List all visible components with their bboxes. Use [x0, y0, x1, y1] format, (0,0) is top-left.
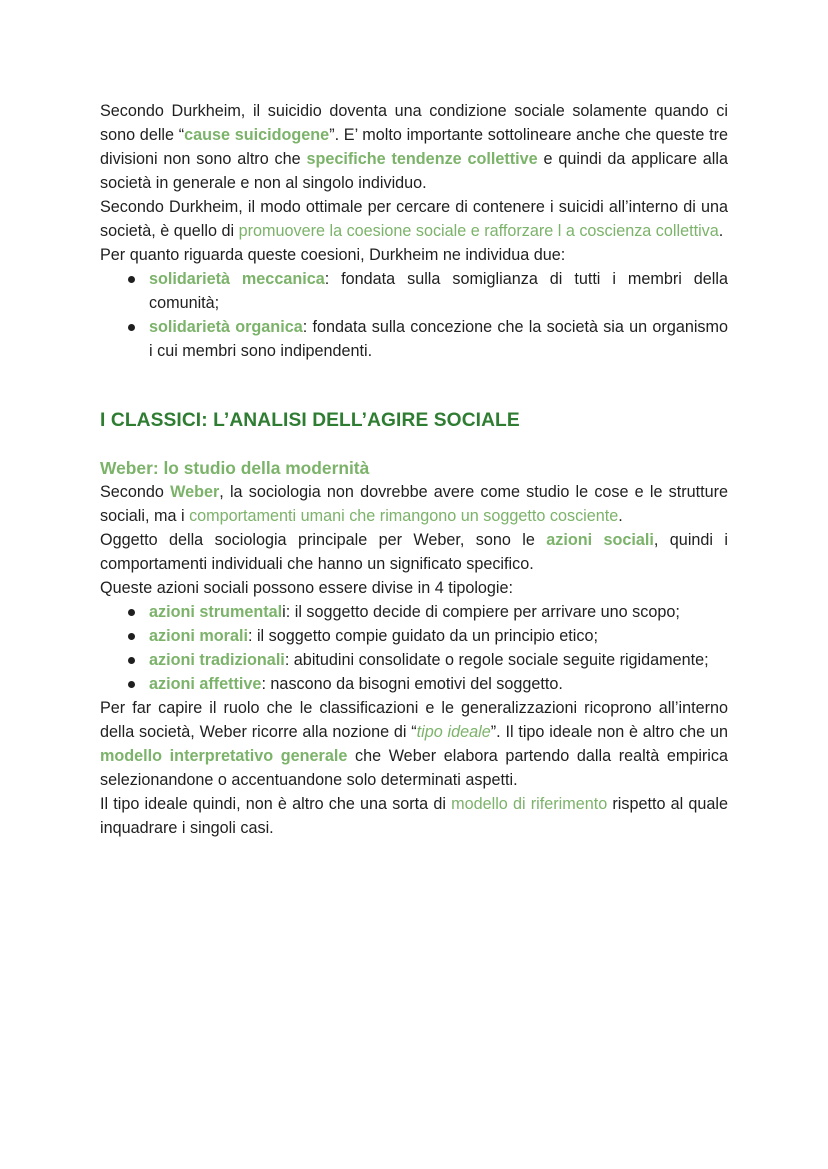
term-solidarieta-organica: solidarietà organica — [149, 318, 303, 336]
bullet-icon — [128, 276, 135, 283]
actions-list — [100, 600, 728, 696]
term-azioni-affettive: azioni affettive — [149, 675, 262, 693]
paragraph-coesione-sociale: Secondo Durkheim, il modo ottimale per cercare di contenere i suicidi all’interno di una società, è quello di promuovere la coesione sociale e rafforzare l a coscienza collettiva. — [100, 198, 728, 240]
paragraph-weber-intro: Secondo Weber, la sociologia non dovrebbe avere come studio le cose e le strutture sociali, ma i comportamenti umani che rimangono un soggetto cosciente. — [100, 483, 729, 525]
highlight-promuovere-coesione: promuovere la coesione sociale e rafforzare l a coscienza collettiva — [238, 222, 719, 240]
highlight-specifiche-tendenze: specifiche tendenze collettive — [306, 150, 538, 168]
list-item: azioni morali: il soggetto compie guidato da un principio etico; — [100, 624, 728, 648]
subsection-heading: Weber: lo studio della modernità — [100, 458, 370, 478]
list-item: solidarietà organica: fondata sulla concezione che la società sia un organismo i cui membri sono indipendenti. — [100, 315, 728, 363]
list-item: azioni tradizionali: abitudini consolidate o regole sociale seguite rigidamente; — [100, 648, 728, 672]
paragraph-modello-riferimento: Il tipo ideale quindi, non è altro che una sorta di modello di riferimento rispetto al quale inquadrare i singoli casi. — [100, 795, 729, 837]
bullet-icon — [128, 633, 135, 640]
term-solidarieta-meccanica: solidarietà meccanica — [149, 270, 325, 288]
list-item: azioni strumentali: il soggetto decide di compiere per arrivare uno scopo; — [100, 600, 728, 624]
bullet-icon — [128, 657, 135, 664]
term-azioni-morali: azioni morali — [149, 627, 248, 645]
highlight-weber: Weber — [170, 483, 220, 501]
bullet-icon — [128, 681, 135, 688]
bullet-icon — [128, 324, 135, 331]
section-heading: I CLASSICI: L’ANALISI DELL’AGIRE SOCIALE — [100, 410, 520, 431]
solidarity-list — [100, 267, 728, 363]
term-azioni-tradizionali: azioni tradizionali — [149, 651, 285, 669]
paragraph-coesioni-intro: Per quanto riguarda queste coesioni, Durkheim ne individua due: — [100, 246, 566, 264]
paragraph-tipologie-intro: Queste azioni sociali possono essere divise in 4 tipologie: — [100, 579, 514, 597]
term-azioni-strumentali: azioni strumental — [149, 603, 283, 621]
highlight-modello-riferimento: modello di riferimento — [451, 795, 608, 813]
list-item: azioni affettive: nascono da bisogni emotivi del soggetto. — [100, 672, 728, 696]
paragraph-cause-suicidogene: Secondo Durkheim, il suicidio doventa una condizione sociale solamente quando ci sono delle “cause suicidogene”. E’ molto importante sottolineare anche che queste tre divisioni non sono altro che specifiche tendenze collettive e quindi da applicare alla società in generale e non al singolo individuo. — [100, 102, 728, 192]
highlight-modello-interpretativo: modello interpretativo generale — [100, 747, 348, 765]
highlight-azioni-sociali: azioni sociali — [546, 531, 654, 549]
document-body — [100, 99, 728, 840]
bullet-icon — [128, 609, 135, 616]
highlight-tipo-ideale: tipo ideale — [416, 723, 491, 741]
paragraph-tipo-ideale: Per far capire il ruolo che le classificazioni e le generalizzazioni ricoprono all’interno della società, Weber ricorre alla nozione di “tipo ideale”. Il tipo ideale non è altro che un modello interpretativo generale che Weber elabora partendo dalla realtà empirica selezionandone o accentuandone solo determinati aspetti. — [100, 699, 729, 789]
highlight-cause-suicidogene: cause suicidogene — [184, 126, 330, 144]
highlight-comportamenti-umani: comportamenti umani che rimangono un soggetto cosciente — [189, 507, 619, 525]
list-item: solidarietà meccanica: fondata sulla somiglianza di tutti i membri della comunità; — [100, 267, 728, 315]
paragraph-azioni-sociali: Oggetto della sociologia principale per Weber, sono le azioni sociali, quindi i comportamenti individuali che hanno un significato specifico. — [100, 531, 728, 573]
